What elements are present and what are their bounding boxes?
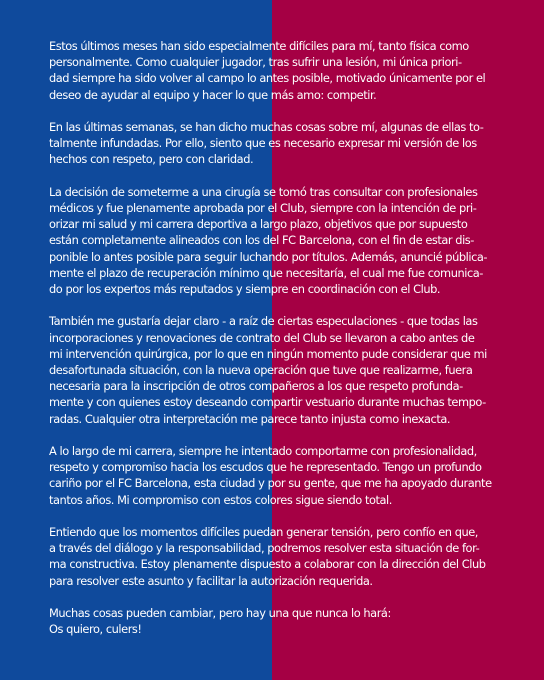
text-line: talmente infundadas. Por ello, siento que es necesario expresar mi versión de los	[49, 136, 477, 151]
text-line: La decisión de someterme a una cirugía se tomó tras consultar con profesionales	[49, 184, 478, 199]
text-line: mente y con quienes estoy deseando compartir vestuario durante muchas tempo-	[49, 395, 486, 410]
text-line: deseo de ayudar al equipo y hacer lo que más amo: competir.	[49, 87, 377, 102]
text-line: orizar mi salud y mi carrera deportiva a largo plazo, objetivos que por supuesto	[49, 217, 468, 232]
text-line: necesaria para la inscripción de otros compañeros a los que respeto profunda-	[49, 379, 463, 394]
text-line: hechos con respeto, pero con claridad.	[49, 152, 254, 167]
text-line: desafortunada situación, con la nueva operación que tuve que realizarme, fuera	[49, 363, 473, 378]
text-line: para resolver este asunto y facilitar la autorización requerida.	[49, 573, 373, 588]
text-line: incorporaciones y renovaciones de contrato del Club se llevaron a cabo antes de	[49, 330, 475, 345]
text-line: a través del diálogo y la responsabilidad, podremos resolver esta situación de for-	[49, 541, 480, 556]
text-line: ma constructiva. Estoy plenamente dispuesto a colaborar con la dirección del Club	[49, 557, 486, 572]
text-line: dad siempre ha sido volver al campo lo antes posible, motivado únicamente por el	[49, 71, 486, 86]
text-line: En las últimas semanas, se han dicho muchas cosas sobre mí, algunas de ellas to-	[49, 120, 484, 134]
text-line: A lo largo de mi carrera, siempre he intentado comportarme con profesionalidad,	[49, 444, 477, 459]
paragraph	[49, 313, 505, 426]
text-line: respeto y compromiso hacia los escudos que he representado. Tengo un profundo	[49, 460, 482, 475]
paragraph	[49, 443, 505, 508]
text-line: do por los expertos más reputados y siempre en coordinación con el Club.	[49, 282, 441, 297]
text-line: Muchas cosas pueden cambiar, pero hay una que nunca lo hará:	[49, 606, 391, 621]
paragraph	[49, 184, 505, 297]
text-line: personalmente. Como cualquier jugador, tras sufrir una lesión, mi única priori-	[49, 55, 462, 70]
text-line: tantos años. Mi compromiso con estos colores sigue siendo total.	[49, 492, 392, 507]
text-line: ponible lo antes posible para seguir luchando por títulos. Además, anuncié pública-	[49, 249, 488, 264]
text-line: mente el plazo de recuperación mínimo que necesitaría, el cual me fue comunica-	[49, 265, 483, 280]
paragraph	[49, 524, 505, 589]
text-line: Entiendo que los momentos difíciles puedan generar tensión, pero confío en que,	[49, 525, 478, 540]
sign-off-line: Os quiero, culers!	[49, 622, 142, 637]
statement-letter	[49, 38, 505, 654]
paragraph	[49, 119, 505, 168]
text-line: radas. Cualquier otra interpretación me parece tanto injusta como inexacta.	[49, 411, 451, 426]
text-line: También me gustaría dejar claro - a raíz de ciertas especulaciones - que todas las	[49, 314, 478, 329]
closing-paragraph	[49, 605, 505, 637]
text-line: Estos últimos meses han sido especialmente difíciles para mí, tanto física como	[49, 39, 469, 53]
text-line: están completamente alineados con los del FC Barcelona, con el fin de estar dis-	[49, 233, 474, 248]
text-line: cariño por el FC Barcelona, esta ciudad y por su gente, que me ha apoyado durante	[49, 476, 492, 491]
text-line: médicos y fue plenamente aprobada por el Club, siempre con la intención de pri-	[49, 201, 477, 215]
text-line: mi intervención quirúrgica, por lo que en ningún momento pude considerar que mi	[49, 346, 487, 361]
paragraph	[49, 38, 505, 103]
